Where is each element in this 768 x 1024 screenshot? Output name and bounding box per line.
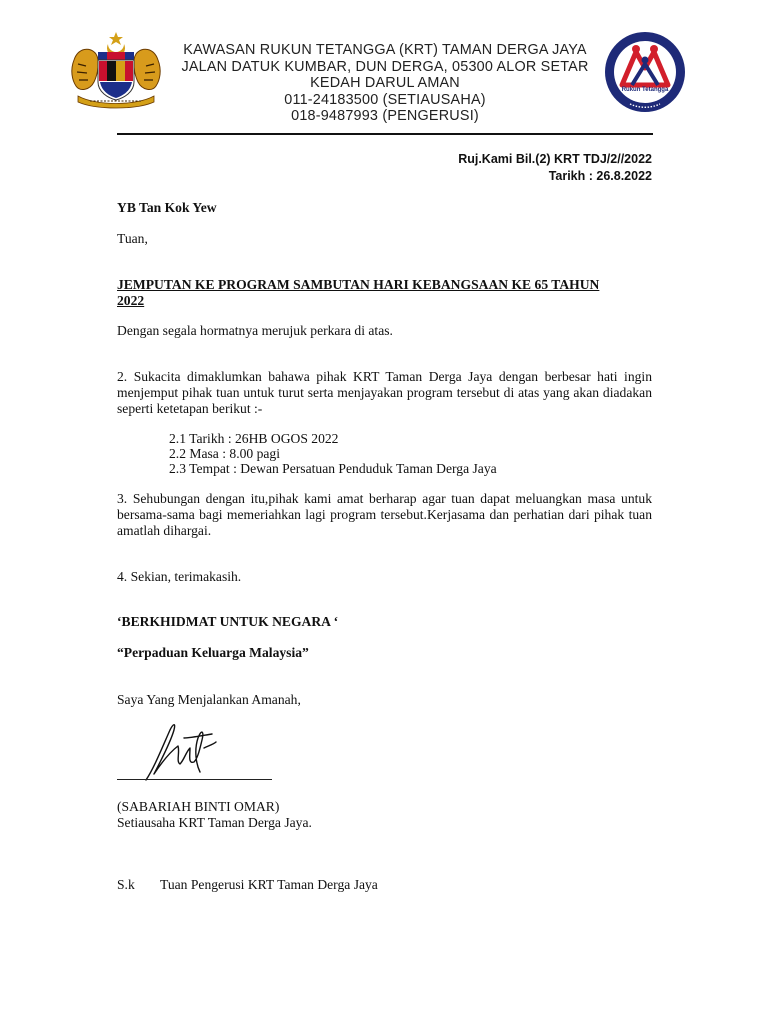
paragraph-4: 4. Sekian, terimakasih. xyxy=(117,569,242,584)
letterhead-address: JALAN DATUK KUMBAR, DUN DERGA, 05300 ALOR SETAR xyxy=(181,58,589,75)
letterhead-state: KEDAH DARUL AMAN xyxy=(310,75,460,91)
cc-label: S.k xyxy=(117,877,135,892)
cc-recipient: Tuan Pengerusi KRT Taman Derga Jaya xyxy=(160,877,378,892)
signatory-name: (SABARIAH BINTI OMAR) xyxy=(117,799,280,814)
intro-paragraph: Dengan segala hormatnya merujuk perkara di atas. xyxy=(117,323,393,338)
salutation: Tuan, xyxy=(117,231,148,246)
detail-time: 2.2 Masa : 8.00 pagi xyxy=(169,446,281,461)
rukun-tetangga-logo-text: Rukun Tetangga xyxy=(621,87,669,93)
signature-line xyxy=(117,779,272,780)
motto-unity: “Perpaduan Keluarga Malaysia” xyxy=(117,645,309,660)
rukun-tetangga-logo xyxy=(600,30,690,114)
letter-date: Tarikh : 26.8.2022 xyxy=(548,169,652,183)
reference-number: Ruj.Kami Bil.(2) KRT TDJ/2//2022 xyxy=(458,152,652,166)
paragraph-2: 2. Sukacita dimaklumkan bahawa pihak KRT Taman Derga Jaya dengan berbesar hati ingin menjemput pihak tuan untuk turut serta menjayakan program tersebut di atas yang akan diadakan seperti ketetapan berikut :- xyxy=(117,369,652,417)
subject-heading xyxy=(117,277,652,309)
paragraph-3: 3. Sehubungan dengan itu,pihak kami amat berharap agar tuan dapat meluangkan masa untuk bersama-sama bagi memeriahkan lagi program tersebut.Kerjasama dan perhatian dari pihak tuan amatlah dihargai. xyxy=(117,491,652,539)
detail-date: 2.1 Tarikh : 26HB OGOS 2022 xyxy=(169,431,339,446)
letterhead-org-name: KAWASAN RUKUN TETANGGA (KRT) TAMAN DERGA JAYA xyxy=(183,42,587,58)
letterhead xyxy=(150,42,620,125)
motto-serve-nation: ‘BERKHIDMAT UNTUK NEGARA ‘ xyxy=(117,614,339,629)
detail-venue: 2.3 Tempat : Dewan Persatuan Penduduk Taman Derga Jaya xyxy=(169,461,497,476)
recipient-name: YB Tan Kok Yew xyxy=(117,200,217,215)
subject-line-2: 2022 xyxy=(117,293,145,309)
closing-line: Saya Yang Menjalankan Amanah, xyxy=(117,692,301,707)
letterhead-phone-secretary: 011-24183500 (SETIAUSAHA) xyxy=(284,91,486,108)
header-divider xyxy=(117,133,653,135)
subject-line-1: JEMPUTAN KE PROGRAM SAMBUTAN HARI KEBANGSAAN KE 65 TAHUN xyxy=(117,277,600,292)
signatory-title: Setiausaha KRT Taman Derga Jaya. xyxy=(117,815,312,830)
letterhead-phone-chairman: 018-9487993 (PENGERUSI) xyxy=(291,108,479,124)
reference-block xyxy=(458,151,652,185)
handwritten-signature xyxy=(140,718,220,784)
